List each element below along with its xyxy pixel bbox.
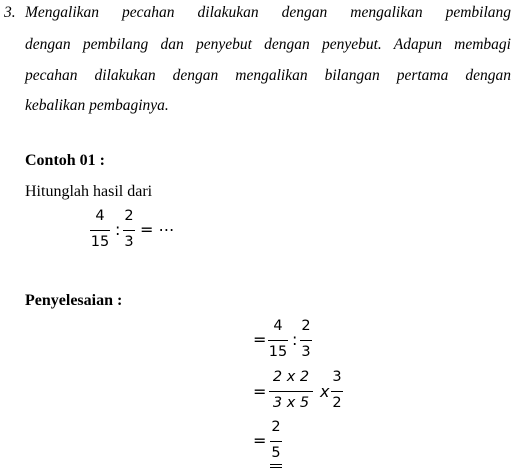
paragraph-line-4: kebalikan pembaginya. [25, 97, 169, 114]
fraction-denominator: 3 [301, 344, 311, 360]
paragraph-line-2: dengan pembilang dan penyebut dengan penyebut. Adapun membagi [25, 36, 511, 53]
fraction-bar [268, 340, 288, 341]
double-underline-bottom [270, 467, 282, 468]
fraction-denominator: 2 [332, 395, 342, 411]
paragraph-line-1: Mengalikan pecahan dilakukan dengan mengalikan pembilang [25, 4, 511, 21]
fraction-numerator: 2 x 2 [272, 369, 310, 385]
fraction-bar [300, 340, 312, 341]
fraction-denominator: 3 [124, 234, 134, 250]
example-fraction-a [87, 208, 113, 254]
paragraph-line-3: pecahan dilakukan dengan mengalikan bilangan pertama dengan [25, 67, 511, 84]
step1-fraction-a [265, 318, 291, 364]
example-heading: Contoh 01 : [25, 152, 106, 169]
fraction-numerator: 2 [124, 208, 134, 224]
solution-heading: Penyelesaian : [25, 292, 123, 309]
fraction-numerator: 2 [271, 419, 281, 435]
step2-fraction-b [329, 369, 345, 415]
example-fraction-b [121, 208, 137, 254]
fraction-denominator: 3 x 5 [272, 395, 310, 411]
fraction-denominator: 15 [268, 344, 288, 360]
fraction-numerator: 3 [332, 369, 342, 385]
step1-fraction-b [298, 318, 314, 364]
fraction-bar [331, 391, 343, 392]
step1-equals: = [253, 330, 267, 349]
double-underline-top [270, 464, 282, 465]
fraction-numerator: 4 [95, 208, 105, 224]
fraction-numerator: 2 [301, 318, 311, 334]
fraction-numerator: 4 [273, 318, 283, 334]
step3-result-fraction [268, 419, 284, 469]
example-prompt: Hitunglah hasil dari [25, 183, 153, 200]
divide-operator: : [115, 220, 121, 239]
step3-equals: = [253, 431, 267, 450]
step2-equals: = [253, 382, 267, 401]
fraction-bar [90, 230, 110, 231]
fraction-denominator: 15 [90, 234, 110, 250]
step2-multiply-operator: x [320, 382, 330, 401]
step1-divide-operator: : [292, 330, 298, 349]
fraction-denominator: 5 [271, 445, 281, 461]
fraction-bar [269, 391, 313, 392]
item-number: 3. [4, 4, 16, 21]
step2-fraction-a [267, 369, 315, 415]
fraction-bar [270, 441, 282, 442]
equals-ellipsis: = ⋯ [140, 220, 175, 239]
fraction-bar [123, 230, 135, 231]
